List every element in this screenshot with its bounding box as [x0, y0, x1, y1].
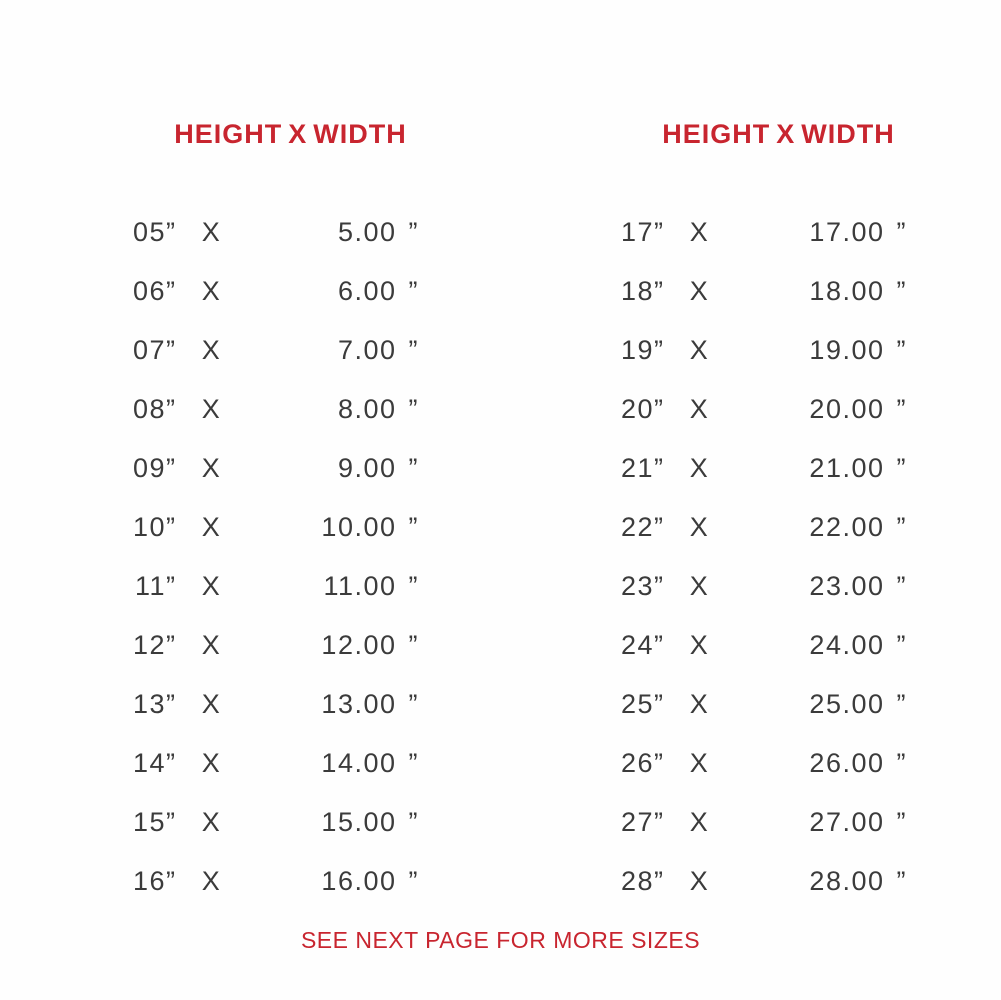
cell-x: X — [201, 866, 222, 896]
cell-width: 21.00 — [809, 453, 885, 483]
table-row — [57, 630, 457, 689]
table-row — [545, 217, 945, 276]
size-column-right — [545, 88, 945, 925]
cell-x: X — [689, 689, 710, 719]
table-row — [545, 807, 945, 866]
table-row — [545, 276, 945, 335]
cell-height: 24” — [620, 630, 665, 660]
cell-height: 17” — [620, 217, 665, 247]
cell-unit: ” — [896, 866, 907, 896]
cell-width: 13.00 — [321, 689, 397, 719]
cell-width: 11.00 — [323, 571, 397, 601]
cell-x: X — [689, 866, 710, 896]
cell-unit: ” — [896, 394, 907, 424]
cell-height: 20” — [620, 394, 665, 424]
cell-x: X — [201, 748, 222, 778]
table-row — [545, 866, 945, 925]
cell-unit: ” — [896, 276, 907, 306]
size-column-left — [57, 88, 457, 925]
cell-unit: ” — [408, 453, 419, 483]
cell-height: 23” — [620, 571, 665, 601]
cell-height: 21” — [620, 453, 665, 483]
table-row — [57, 512, 457, 571]
cell-width: 18.00 — [809, 276, 885, 306]
cell-unit: ” — [408, 394, 419, 424]
table-row — [545, 335, 945, 394]
cell-height: 18” — [620, 276, 665, 306]
table-row — [545, 394, 945, 453]
column-header-x-label: X — [776, 119, 796, 149]
cell-width: 26.00 — [809, 748, 885, 778]
cell-width: 19.00 — [809, 335, 885, 365]
column-header-x-label: X — [288, 119, 308, 149]
column-header-height-label: HEIGHT — [662, 119, 771, 149]
column-header-width-label: WIDTH — [801, 119, 895, 149]
cell-height: 15” — [132, 807, 177, 837]
cell-x: X — [201, 689, 222, 719]
cell-height: 05” — [132, 217, 177, 247]
cell-width: 23.00 — [809, 571, 885, 601]
cell-x: X — [689, 453, 710, 483]
cell-height: 19” — [620, 335, 665, 365]
cell-unit: ” — [408, 335, 419, 365]
table-row — [57, 866, 457, 925]
cell-height: 28” — [620, 866, 665, 896]
table-row — [57, 571, 457, 630]
table-row — [57, 453, 457, 512]
table-row — [57, 689, 457, 748]
cell-unit: ” — [896, 689, 907, 719]
cell-unit: ” — [408, 807, 419, 837]
size-rows-right — [545, 217, 945, 925]
cell-x: X — [689, 512, 710, 542]
cell-x: X — [201, 512, 222, 542]
cell-x: X — [689, 335, 710, 365]
cell-unit: ” — [896, 217, 907, 247]
cell-height: 11” — [134, 571, 177, 601]
cell-height: 25” — [620, 689, 665, 719]
table-row — [57, 276, 457, 335]
size-columns — [0, 88, 1001, 925]
cell-width: 5.00 — [337, 217, 397, 247]
cell-width: 28.00 — [809, 866, 885, 896]
table-row — [545, 512, 945, 571]
cell-x: X — [201, 394, 222, 424]
cell-height: 07” — [132, 335, 177, 365]
cell-unit: ” — [408, 276, 419, 306]
cell-x: X — [201, 276, 222, 306]
table-row — [545, 689, 945, 748]
cell-unit: ” — [896, 630, 907, 660]
cell-width: 17.00 — [809, 217, 885, 247]
cell-width: 20.00 — [809, 394, 885, 424]
table-row — [545, 571, 945, 630]
cell-height: 16” — [132, 866, 177, 896]
cell-unit: ” — [408, 571, 419, 601]
column-header-width-label: WIDTH — [313, 119, 407, 149]
cell-height: 26” — [620, 748, 665, 778]
cell-unit: ” — [896, 453, 907, 483]
cell-x: X — [689, 630, 710, 660]
table-row — [57, 335, 457, 394]
cell-width: 12.00 — [321, 630, 397, 660]
column-header-height-label: HEIGHT — [174, 119, 283, 149]
table-row — [57, 217, 457, 276]
cell-width: 24.00 — [809, 630, 885, 660]
cell-width: 7.00 — [337, 335, 397, 365]
footer-note: SEE NEXT PAGE FOR MORE SIZES — [300, 927, 701, 953]
cell-height: 12” — [132, 630, 177, 660]
table-row — [57, 748, 457, 807]
cell-x: X — [201, 630, 222, 660]
cell-height: 13” — [132, 689, 177, 719]
cell-x: X — [201, 453, 222, 483]
cell-height: 14” — [132, 748, 177, 778]
size-rows-left — [57, 217, 457, 925]
cell-x: X — [201, 335, 222, 365]
cell-width: 15.00 — [321, 807, 397, 837]
cell-width: 6.00 — [337, 276, 397, 306]
cell-unit: ” — [896, 512, 907, 542]
cell-unit: ” — [896, 748, 907, 778]
cell-x: X — [689, 748, 710, 778]
cell-unit: ” — [408, 217, 419, 247]
cell-unit: ” — [408, 866, 419, 896]
cell-width: 14.00 — [321, 748, 397, 778]
cell-width: 25.00 — [809, 689, 885, 719]
cell-x: X — [689, 276, 710, 306]
table-row — [545, 748, 945, 807]
cell-width: 9.00 — [337, 453, 397, 483]
table-row — [545, 453, 945, 512]
cell-width: 27.00 — [809, 807, 885, 837]
cell-unit: ” — [896, 335, 907, 365]
table-row — [57, 807, 457, 866]
cell-height: 06” — [132, 276, 177, 306]
cell-x: X — [201, 807, 222, 837]
cell-unit: ” — [408, 689, 419, 719]
cell-x: X — [689, 217, 710, 247]
cell-height: 09” — [132, 453, 177, 483]
cell-width: 16.00 — [321, 866, 397, 896]
cell-height: 10” — [132, 512, 177, 542]
cell-width: 10.00 — [321, 512, 397, 542]
table-row — [57, 394, 457, 453]
cell-width: 8.00 — [337, 394, 397, 424]
cell-unit: ” — [896, 807, 907, 837]
cell-height: 27” — [620, 807, 665, 837]
cell-x: X — [689, 394, 710, 424]
table-row — [545, 630, 945, 689]
cell-unit: ” — [408, 512, 419, 542]
cell-height: 08” — [132, 394, 177, 424]
column-header-right — [545, 88, 945, 181]
cell-x: X — [201, 217, 222, 247]
cell-unit: ” — [408, 748, 419, 778]
cell-x: X — [689, 571, 710, 601]
cell-unit: ” — [408, 630, 419, 660]
cell-x: X — [201, 571, 222, 601]
cell-unit: ” — [896, 571, 907, 601]
cell-width: 22.00 — [809, 512, 885, 542]
cell-height: 22” — [620, 512, 665, 542]
cell-x: X — [689, 807, 710, 837]
column-header-left — [57, 88, 457, 181]
